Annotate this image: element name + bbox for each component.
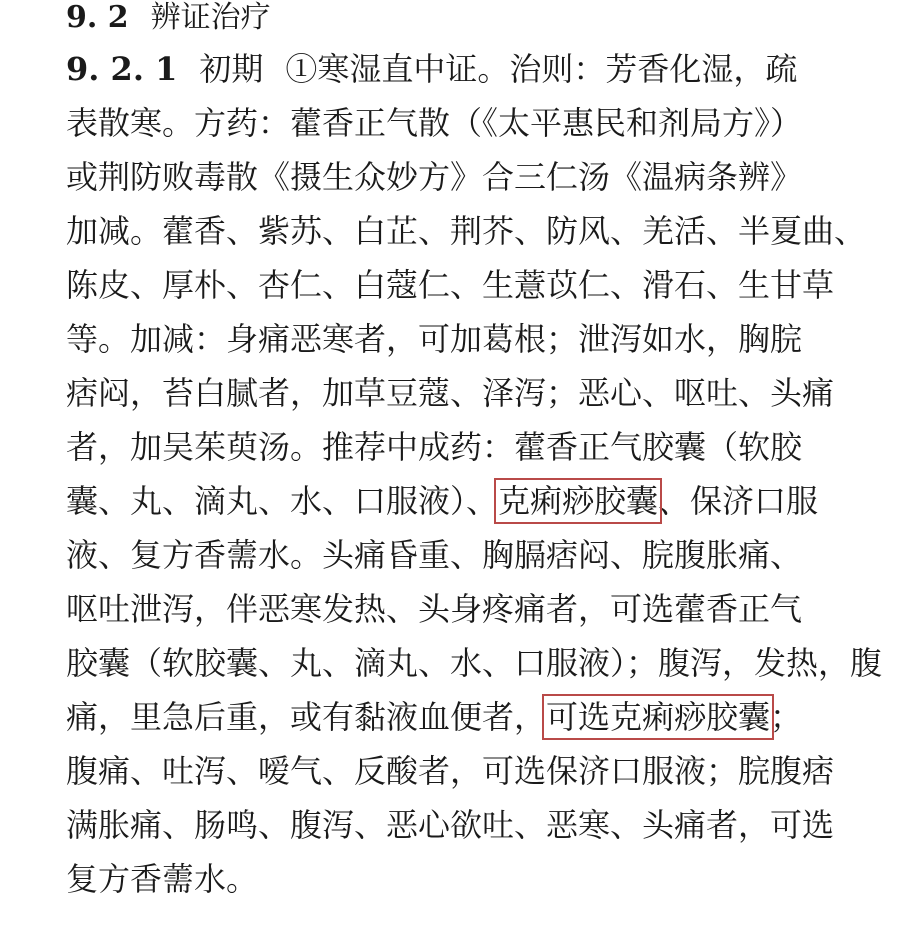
line-1-text: ①寒湿直中证。治则：芳香化湿，疏	[285, 50, 798, 88]
line-text: 腹痛、吐泻、嗳气、反酸者，可选保济口服液；脘腹痞	[66, 752, 835, 790]
line-text: 或荆防败毒散《摄生众妙方》合三仁汤《温病条辨》	[66, 158, 803, 196]
text-line-8	[66, 420, 802, 474]
line-text: 表散寒。方药：藿香正气散（《太平惠民和剂局方》）	[66, 104, 803, 142]
section-heading	[66, 0, 271, 38]
text-line-2	[66, 96, 802, 150]
line-text: 液、复方香薷水。头痛昏重、胸膈痞闷、脘腹胀痛、	[66, 536, 803, 574]
line-text: 囊、丸、滴丸、水、口服液）、	[66, 482, 499, 520]
text-line-3	[66, 150, 802, 204]
line-text: ；	[770, 698, 803, 736]
text-line-16	[66, 852, 258, 906]
highlight-box-keli-sha-option: 可选克痢痧胶囊	[546, 698, 771, 736]
subsection-number: 9. 2. 1	[66, 50, 178, 88]
subsection-stage: 初期	[199, 50, 264, 88]
text-line-15	[66, 798, 834, 852]
line-text: 呕吐泄泻，伴恶寒发热、头身疼痛者，可选藿香正气	[66, 590, 803, 628]
text-line-10	[66, 528, 802, 582]
section-title: 辨证治疗	[150, 0, 271, 35]
text-line-5	[66, 258, 834, 312]
text-line-6	[66, 312, 802, 366]
text-line-12	[66, 636, 882, 690]
highlight-box-keli-sha: 克痢痧胶囊	[498, 482, 659, 520]
text-line-11	[66, 582, 802, 636]
line-text: 胶囊（软胶囊、丸、滴丸、水、口服液）；腹泻，发热，腹	[66, 644, 883, 682]
line-text: 等。加减：身痛恶寒者，可加葛根；泄泻如水，胸脘	[66, 320, 803, 358]
text-line-7	[66, 366, 834, 420]
text-line-13	[66, 690, 802, 744]
line-text: 痞闷，苔白腻者，加草豆蔻、泽泻；恶心、呕吐、头痛	[66, 374, 835, 412]
text-line-14	[66, 744, 834, 798]
text-line-4	[66, 204, 866, 258]
line-text: 痛，里急后重，或有黏液血便者，	[66, 698, 547, 736]
section-number: 9. 2	[66, 0, 129, 35]
text-line-1	[66, 42, 797, 96]
line-text: 、保济口服	[658, 482, 819, 520]
line-text: 者，加吴茱萸汤。推荐中成药：藿香正气胶囊（软胶	[66, 428, 803, 466]
line-text: 满胀痛、肠鸣、腹泻、恶心欲吐、恶寒、头痛者，可选	[66, 806, 835, 844]
text-line-9	[66, 474, 818, 528]
line-text: 加减。藿香、紫苏、白芷、荆芥、防风、羌活、半夏曲、	[66, 212, 867, 250]
line-text: 陈皮、厚朴、杏仁、白蔻仁、生薏苡仁、滑石、生甘草	[66, 266, 835, 304]
line-text: 复方香薷水。	[66, 860, 259, 898]
